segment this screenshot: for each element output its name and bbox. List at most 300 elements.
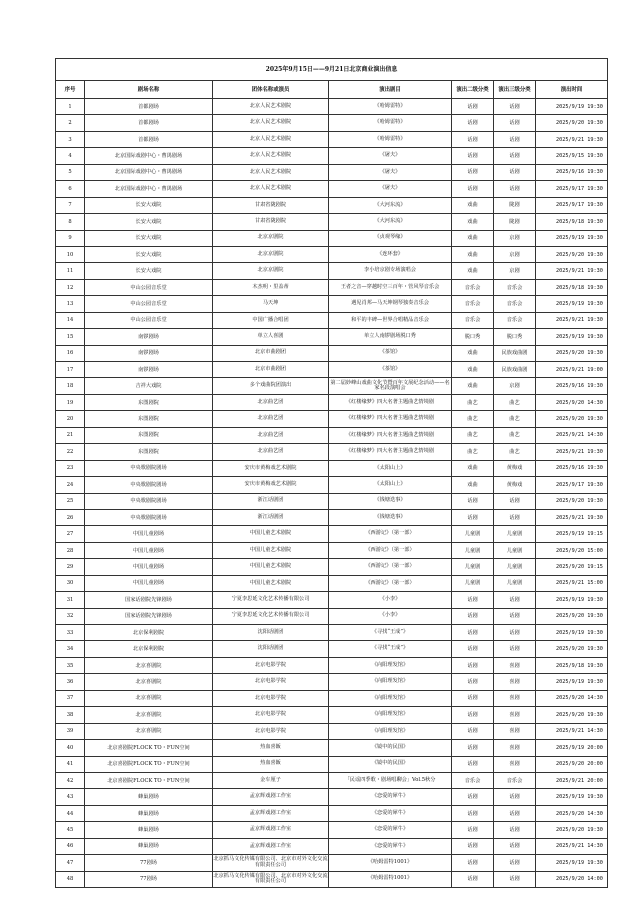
table-row bbox=[56, 756, 608, 772]
cell-program: 《连环套》 bbox=[329, 246, 452, 262]
table-row bbox=[56, 641, 608, 657]
cell-troupe: 北京京剧院 bbox=[213, 263, 329, 279]
cell-time: 2025/9/21 14:30 bbox=[536, 723, 608, 739]
cell-index: 33 bbox=[56, 625, 85, 641]
cell-category-2: 话剧 bbox=[452, 608, 494, 624]
cell-troupe: 甘肃省陇剧院 bbox=[213, 214, 329, 230]
cell-program: 《恋爱的犀牛》 bbox=[329, 838, 452, 854]
table-row bbox=[56, 855, 608, 871]
cell-category-2: 儿童剧 bbox=[452, 559, 494, 575]
cell-category-2: 音乐会 bbox=[452, 296, 494, 312]
cell-venue: 中山公园音乐堂 bbox=[85, 296, 213, 312]
cell-program: 《小李》 bbox=[329, 608, 452, 624]
cell-program: 《钱塘迭事》 bbox=[329, 493, 452, 509]
cell-venue: 吉祥大戏院 bbox=[85, 378, 213, 394]
cell-time: 2025/9/20 19:30 bbox=[536, 246, 608, 262]
cell-program: 《小李》 bbox=[329, 592, 452, 608]
cell-venue: 长安大戏院 bbox=[85, 230, 213, 246]
cell-time: 2025/9/21 20:00 bbox=[536, 772, 608, 788]
cell-category-3: 陇剧 bbox=[494, 214, 536, 230]
cell-category-3: 话剧 bbox=[494, 789, 536, 805]
cell-index: 36 bbox=[56, 674, 85, 690]
cell-venue: 北京喜剧院 bbox=[85, 674, 213, 690]
cell-category-2: 音乐会 bbox=[452, 772, 494, 788]
cell-index: 26 bbox=[56, 509, 85, 525]
cell-time: 2025/9/15 19:30 bbox=[536, 148, 608, 164]
cell-time: 2025/9/18 19:30 bbox=[536, 279, 608, 295]
cell-index: 32 bbox=[56, 608, 85, 624]
cell-time: 2025/9/18 19:30 bbox=[536, 214, 608, 230]
cell-time: 2025/9/17 19:30 bbox=[536, 181, 608, 197]
table-row bbox=[56, 477, 608, 493]
cell-troupe: 北京人民艺术剧院 bbox=[213, 181, 329, 197]
cell-index: 28 bbox=[56, 542, 85, 558]
cell-category-2: 戏曲 bbox=[452, 345, 494, 361]
cell-category-3: 话剧 bbox=[494, 99, 536, 115]
cell-troupe: 北京抓马文化传媒有限公司、北京市对外文化交流有限责任公司 bbox=[213, 871, 329, 887]
cell-program: 《向阳理发馆》 bbox=[329, 723, 452, 739]
cell-troupe: 北京京剧院 bbox=[213, 246, 329, 262]
cell-category-3: 音乐会 bbox=[494, 312, 536, 328]
cell-category-2: 话剧 bbox=[452, 164, 494, 180]
cell-index: 34 bbox=[56, 641, 85, 657]
cell-category-3: 儿童剧 bbox=[494, 575, 536, 591]
cell-troupe: 北京曲艺团 bbox=[213, 394, 329, 410]
cell-troupe: 热血喜飯 bbox=[213, 740, 329, 756]
cell-troupe: 单立人喜剧 bbox=[213, 329, 329, 345]
cell-program: 《西游记》（第一部） bbox=[329, 575, 452, 591]
cell-category-2: 曲艺 bbox=[452, 444, 494, 460]
cell-program: 《红楼缘梦》四大名著主题曲艺情境剧 bbox=[329, 411, 452, 427]
cell-venue: 长安大戏院 bbox=[85, 197, 213, 213]
cell-time: 2025/9/21 19:30 bbox=[536, 509, 608, 525]
cell-troupe: 北京人民艺术剧院 bbox=[213, 131, 329, 147]
header-program: 演出剧目 bbox=[329, 81, 452, 99]
cell-venue: 中央歌剧院剧场 bbox=[85, 477, 213, 493]
cell-troupe: 北京曲艺团 bbox=[213, 427, 329, 443]
cell-category-2: 戏曲 bbox=[452, 197, 494, 213]
cell-program: 《红楼缘梦》四大名著主题曲艺情境剧 bbox=[329, 444, 452, 460]
cell-venue: 南锣剧场 bbox=[85, 329, 213, 345]
table-row bbox=[56, 444, 608, 460]
cell-category-3: 音乐会 bbox=[494, 772, 536, 788]
cell-category-2: 曲艺 bbox=[452, 427, 494, 443]
cell-category-3: 话剧 bbox=[494, 641, 536, 657]
cell-troupe: 沈阳话剧团 bbox=[213, 625, 329, 641]
cell-program: 《屠夫》 bbox=[329, 181, 452, 197]
cell-troupe: 马天坤 bbox=[213, 296, 329, 312]
cell-category-3: 京剧 bbox=[494, 230, 536, 246]
cell-category-2: 戏曲 bbox=[452, 246, 494, 262]
cell-venue: 北京国际戏剧中心・曹禺剧场 bbox=[85, 148, 213, 164]
cell-program: 单立人南锣剧场脱口秀 bbox=[329, 329, 452, 345]
cell-program: 《向阳理发馆》 bbox=[329, 690, 452, 706]
table-row bbox=[56, 740, 608, 756]
cell-index: 19 bbox=[56, 394, 85, 410]
cell-category-2: 话剧 bbox=[452, 756, 494, 772]
cell-time: 2025/9/19 20:00 bbox=[536, 740, 608, 756]
cell-category-2: 话剧 bbox=[452, 740, 494, 756]
cell-time: 2025/9/20 14:30 bbox=[536, 690, 608, 706]
table-row bbox=[56, 559, 608, 575]
cell-category-3: 喜剧 bbox=[494, 674, 536, 690]
cell-troupe: 中国广播合唱团 bbox=[213, 312, 329, 328]
cell-index: 48 bbox=[56, 871, 85, 887]
cell-program: 《西游记》（第一部） bbox=[329, 526, 452, 542]
cell-category-3: 话剧 bbox=[494, 509, 536, 525]
cell-index: 15 bbox=[56, 329, 85, 345]
cell-program: 和平的丰碑—世界合唱精品音乐会 bbox=[329, 312, 452, 328]
header-index: 序号 bbox=[56, 81, 85, 99]
cell-index: 10 bbox=[56, 246, 85, 262]
cell-category-2: 话剧 bbox=[452, 838, 494, 854]
cell-time: 2025/9/19 19:30 bbox=[536, 674, 608, 690]
cell-time: 2025/9/20 19:30 bbox=[536, 641, 608, 657]
cell-index: 43 bbox=[56, 789, 85, 805]
cell-program: 《红楼缘梦》四大名著主题曲艺情境剧 bbox=[329, 394, 452, 410]
cell-venue: 77剧场 bbox=[85, 855, 213, 871]
cell-venue: 蜂巢剧场 bbox=[85, 789, 213, 805]
cell-index: 5 bbox=[56, 164, 85, 180]
table-row bbox=[56, 131, 608, 147]
cell-category-2: 话剧 bbox=[452, 674, 494, 690]
cell-troupe: 孟京辉戏剧工作室 bbox=[213, 789, 329, 805]
cell-troupe: 北京电影学院 bbox=[213, 707, 329, 723]
cell-index: 2 bbox=[56, 115, 85, 131]
table-row bbox=[56, 460, 608, 476]
cell-category-3: 音乐会 bbox=[494, 296, 536, 312]
cell-time: 2025/9/21 19:30 bbox=[536, 131, 608, 147]
cell-program: 《向阳理发馆》 bbox=[329, 707, 452, 723]
table-row bbox=[56, 493, 608, 509]
table-row bbox=[56, 427, 608, 443]
cell-troupe: 北京抓马文化传媒有限公司、北京市对外文化交流有限责任公司 bbox=[213, 855, 329, 871]
cell-index: 37 bbox=[56, 690, 85, 706]
cell-index: 13 bbox=[56, 296, 85, 312]
cell-category-3: 曲艺 bbox=[494, 394, 536, 410]
cell-time: 2025/9/17 19:30 bbox=[536, 197, 608, 213]
cell-venue: 77剧场 bbox=[85, 871, 213, 887]
cell-time: 2025/9/20 19:15 bbox=[536, 559, 608, 575]
cell-program: 《哈姆雷特1001》 bbox=[329, 871, 452, 887]
cell-category-3: 话剧 bbox=[494, 131, 536, 147]
cell-category-2: 话剧 bbox=[452, 641, 494, 657]
cell-venue: 北京保利剧院 bbox=[85, 625, 213, 641]
header-row bbox=[56, 81, 608, 99]
cell-venue: 国家话剧院先锋剧场 bbox=[85, 608, 213, 624]
cell-program: 《寻找“王成”》 bbox=[329, 625, 452, 641]
cell-troupe: 北京电影学院 bbox=[213, 657, 329, 673]
cell-category-2: 儿童剧 bbox=[452, 575, 494, 591]
cell-index: 11 bbox=[56, 263, 85, 279]
table-row bbox=[56, 148, 608, 164]
cell-time: 2025/9/20 20:00 bbox=[536, 756, 608, 772]
cell-index: 46 bbox=[56, 838, 85, 854]
cell-program: 《哈姆雷特》 bbox=[329, 99, 452, 115]
cell-category-2: 话剧 bbox=[452, 805, 494, 821]
cell-time: 2025/9/21 15:00 bbox=[536, 575, 608, 591]
cell-category-2: 戏曲 bbox=[452, 460, 494, 476]
cell-category-2: 脱口秀 bbox=[452, 329, 494, 345]
cell-venue: 东图剧院 bbox=[85, 394, 213, 410]
cell-venue: 首都剧场 bbox=[85, 131, 213, 147]
cell-troupe: 北京电影学院 bbox=[213, 723, 329, 739]
cell-troupe: 北京市曲剧团 bbox=[213, 345, 329, 361]
cell-category-3: 话剧 bbox=[494, 871, 536, 887]
cell-venue: 蜂巢剧场 bbox=[85, 822, 213, 838]
cell-category-3: 陇剧 bbox=[494, 197, 536, 213]
cell-time: 2025/9/21 19:30 bbox=[536, 444, 608, 460]
cell-venue: 北京喜剧院 bbox=[85, 707, 213, 723]
table-body bbox=[56, 99, 608, 888]
cell-category-2: 话剧 bbox=[452, 822, 494, 838]
cell-category-3: 话剧 bbox=[494, 592, 536, 608]
cell-index: 22 bbox=[56, 444, 85, 460]
cell-index: 8 bbox=[56, 214, 85, 230]
cell-category-2: 儿童剧 bbox=[452, 542, 494, 558]
cell-category-2: 话剧 bbox=[452, 592, 494, 608]
cell-troupe: 北京人民艺术剧院 bbox=[213, 115, 329, 131]
cell-category-3: 曲艺 bbox=[494, 444, 536, 460]
cell-category-3: 喜剧 bbox=[494, 756, 536, 772]
cell-category-3: 儿童剧 bbox=[494, 526, 536, 542]
cell-venue: 中央歌剧院剧场 bbox=[85, 509, 213, 525]
cell-time: 2025/9/19 19:15 bbox=[536, 526, 608, 542]
cell-category-3: 话剧 bbox=[494, 805, 536, 821]
cell-index: 18 bbox=[56, 378, 85, 394]
cell-troupe: 中国儿童艺术剧院 bbox=[213, 526, 329, 542]
cell-time: 2025/9/19 19:30 bbox=[536, 230, 608, 246]
cell-program: 《太阳山上》 bbox=[329, 460, 452, 476]
cell-category-3: 民族戏曲剧 bbox=[494, 362, 536, 378]
cell-venue: 北京喜剧院 bbox=[85, 690, 213, 706]
table-row bbox=[56, 279, 608, 295]
cell-index: 31 bbox=[56, 592, 85, 608]
cell-index: 16 bbox=[56, 345, 85, 361]
cell-troupe: 多个戏曲院团演出 bbox=[213, 378, 329, 394]
cell-category-3: 话剧 bbox=[494, 181, 536, 197]
cell-troupe: 北京人民艺术剧院 bbox=[213, 164, 329, 180]
cell-troupe: 北京人民艺术剧院 bbox=[213, 99, 329, 115]
cell-category-3: 话剧 bbox=[494, 855, 536, 871]
cell-venue: 北京喜剧院FLOCK TO・FUN空间 bbox=[85, 740, 213, 756]
cell-index: 25 bbox=[56, 493, 85, 509]
cell-program: 《向阳理发馆》 bbox=[329, 657, 452, 673]
table-row bbox=[56, 575, 608, 591]
cell-category-3: 黄梅戏 bbox=[494, 460, 536, 476]
cell-troupe: 沈阳话剧团 bbox=[213, 641, 329, 657]
cell-troupe: 安庆市黄梅戏艺术剧院 bbox=[213, 460, 329, 476]
table-row bbox=[56, 822, 608, 838]
cell-venue: 东图剧院 bbox=[85, 411, 213, 427]
cell-category-2: 戏曲 bbox=[452, 378, 494, 394]
cell-troupe: 北京人民艺术剧院 bbox=[213, 148, 329, 164]
cell-category-3: 儿童剧 bbox=[494, 559, 536, 575]
cell-index: 38 bbox=[56, 707, 85, 723]
cell-program: 《镜中的民国》 bbox=[329, 740, 452, 756]
cell-venue: 北京喜剧院 bbox=[85, 723, 213, 739]
table-row bbox=[56, 625, 608, 641]
cell-venue: 东图剧院 bbox=[85, 444, 213, 460]
cell-program: 《哈姆雷特》 bbox=[329, 131, 452, 147]
cell-program: 《红楼缘梦》四大名著主题曲艺情境剧 bbox=[329, 427, 452, 443]
cell-time: 2025/9/19 19:30 bbox=[536, 296, 608, 312]
table-row bbox=[56, 115, 608, 131]
cell-troupe: 孟京辉戏剧工作室 bbox=[213, 822, 329, 838]
cell-program: 《寻找“王成”》 bbox=[329, 641, 452, 657]
table-row bbox=[56, 772, 608, 788]
cell-category-2: 音乐会 bbox=[452, 279, 494, 295]
table-row bbox=[56, 674, 608, 690]
cell-category-3: 京剧 bbox=[494, 263, 536, 279]
cell-program: 《哈姆雷特1001》 bbox=[329, 855, 452, 871]
table-row bbox=[56, 707, 608, 723]
cell-category-3: 曲艺 bbox=[494, 411, 536, 427]
header-time: 演出时间 bbox=[536, 81, 608, 99]
table-row bbox=[56, 378, 608, 394]
table-row bbox=[56, 362, 608, 378]
table-row bbox=[56, 230, 608, 246]
table-row bbox=[56, 608, 608, 624]
cell-category-3: 话剧 bbox=[494, 608, 536, 624]
cell-venue: 北京国际戏剧中心・曹禺剧场 bbox=[85, 181, 213, 197]
table-row bbox=[56, 690, 608, 706]
cell-category-3: 京剧 bbox=[494, 246, 536, 262]
cell-troupe: 北京京剧院 bbox=[213, 230, 329, 246]
cell-venue: 中国儿童剧场 bbox=[85, 575, 213, 591]
cell-time: 2025/9/19 19:30 bbox=[536, 625, 608, 641]
table-row bbox=[56, 296, 608, 312]
cell-troupe: 宁夏李思延文化艺术传播有限公司 bbox=[213, 608, 329, 624]
performance-table bbox=[55, 58, 608, 888]
table-row bbox=[56, 871, 608, 887]
cell-venue: 中国儿童剧场 bbox=[85, 559, 213, 575]
cell-index: 3 bbox=[56, 131, 85, 147]
cell-category-2: 话剧 bbox=[452, 493, 494, 509]
table-row bbox=[56, 197, 608, 213]
cell-venue: 首都剧场 bbox=[85, 99, 213, 115]
cell-program: 《恋爱的犀牛》 bbox=[329, 805, 452, 821]
table-title: 2025年9月15日——9月21日北京商业演出信息 bbox=[56, 59, 608, 81]
cell-category-2: 戏曲 bbox=[452, 362, 494, 378]
cell-index: 7 bbox=[56, 197, 85, 213]
cell-category-2: 话剧 bbox=[452, 723, 494, 739]
cell-venue: 南锣剧场 bbox=[85, 362, 213, 378]
table-row bbox=[56, 526, 608, 542]
header-category-2: 演出二级分类 bbox=[452, 81, 494, 99]
cell-time: 2025/9/19 19:30 bbox=[536, 789, 608, 805]
cell-venue: 北京国际戏剧中心・曹禺剧场 bbox=[85, 164, 213, 180]
cell-index: 1 bbox=[56, 99, 85, 115]
table-row bbox=[56, 345, 608, 361]
table-row bbox=[56, 263, 608, 279]
cell-venue: 中山公园音乐堂 bbox=[85, 312, 213, 328]
cell-category-3: 话剧 bbox=[494, 493, 536, 509]
cell-program: 《西游记》（第一部） bbox=[329, 542, 452, 558]
cell-time: 2025/9/20 19:30 bbox=[536, 608, 608, 624]
cell-troupe: 安庆市黄梅戏艺术剧院 bbox=[213, 477, 329, 493]
cell-category-2: 儿童剧 bbox=[452, 526, 494, 542]
cell-index: 27 bbox=[56, 526, 85, 542]
cell-program: 《恋爱的犀牛》 bbox=[329, 789, 452, 805]
cell-time: 2025/9/20 14:30 bbox=[536, 394, 608, 410]
cell-category-2: 曲艺 bbox=[452, 394, 494, 410]
cell-time: 2025/9/16 19:30 bbox=[536, 460, 608, 476]
cell-time: 2025/9/16 19:30 bbox=[536, 378, 608, 394]
table-row bbox=[56, 99, 608, 115]
table-row bbox=[56, 509, 608, 525]
cell-category-3: 喜剧 bbox=[494, 657, 536, 673]
cell-category-2: 话剧 bbox=[452, 707, 494, 723]
cell-program: 《茶馆》 bbox=[329, 345, 452, 361]
cell-index: 17 bbox=[56, 362, 85, 378]
table-row bbox=[56, 789, 608, 805]
cell-venue: 中国儿童剧场 bbox=[85, 542, 213, 558]
cell-time: 2025/9/19 19:30 bbox=[536, 855, 608, 871]
cell-category-2: 话剧 bbox=[452, 855, 494, 871]
cell-category-3: 京剧 bbox=[494, 378, 536, 394]
table-row bbox=[56, 246, 608, 262]
cell-troupe: 北京市曲剧团 bbox=[213, 362, 329, 378]
cell-category-3: 话剧 bbox=[494, 164, 536, 180]
cell-time: 2025/9/20 19:30 bbox=[536, 822, 608, 838]
cell-index: 30 bbox=[56, 575, 85, 591]
cell-category-3: 喜剧 bbox=[494, 740, 536, 756]
cell-index: 44 bbox=[56, 805, 85, 821]
cell-category-3: 话剧 bbox=[494, 148, 536, 164]
cell-index: 23 bbox=[56, 460, 85, 476]
cell-index: 40 bbox=[56, 740, 85, 756]
cell-time: 2025/9/21 14:30 bbox=[536, 838, 608, 854]
cell-venue: 蜂巢剧场 bbox=[85, 838, 213, 854]
cell-category-2: 话剧 bbox=[452, 625, 494, 641]
cell-program: 《大河东流》 bbox=[329, 197, 452, 213]
cell-category-3: 话剧 bbox=[494, 822, 536, 838]
cell-index: 4 bbox=[56, 148, 85, 164]
cell-time: 2025/9/18 19:30 bbox=[536, 657, 608, 673]
cell-category-2: 话剧 bbox=[452, 115, 494, 131]
cell-program: 《西游记》（第一部） bbox=[329, 559, 452, 575]
cell-index: 6 bbox=[56, 181, 85, 197]
cell-category-2: 戏曲 bbox=[452, 230, 494, 246]
cell-category-3: 喜剧 bbox=[494, 690, 536, 706]
cell-category-3: 话剧 bbox=[494, 625, 536, 641]
cell-category-3: 喜剧 bbox=[494, 707, 536, 723]
cell-category-2: 话剧 bbox=[452, 690, 494, 706]
cell-venue: 长安大戏院 bbox=[85, 263, 213, 279]
cell-troupe: 宁夏李思延文化艺术传播有限公司 bbox=[213, 592, 329, 608]
cell-category-3: 脱口秀 bbox=[494, 329, 536, 345]
cell-troupe: 北京电影学院 bbox=[213, 674, 329, 690]
cell-time: 2025/9/20 19:30 bbox=[536, 345, 608, 361]
header-venue: 剧场名称 bbox=[85, 81, 213, 99]
table-row bbox=[56, 214, 608, 230]
cell-program: 《镜中的民国》 bbox=[329, 756, 452, 772]
cell-troupe: 木杰明・里盖蒂 bbox=[213, 279, 329, 295]
cell-index: 42 bbox=[56, 772, 85, 788]
cell-category-2: 话剧 bbox=[452, 509, 494, 525]
cell-index: 12 bbox=[56, 279, 85, 295]
cell-troupe: 浙江话剧团 bbox=[213, 509, 329, 525]
header-troupe: 团体名称或演员 bbox=[213, 81, 329, 99]
cell-time: 2025/9/20 14:30 bbox=[536, 805, 608, 821]
cell-index: 29 bbox=[56, 559, 85, 575]
cell-time: 2025/9/20 14:00 bbox=[536, 871, 608, 887]
cell-time: 2025/9/20 19:30 bbox=[536, 115, 608, 131]
cell-troupe: 孟京辉戏剧工作室 bbox=[213, 805, 329, 821]
table-row bbox=[56, 329, 608, 345]
cell-troupe: 中国儿童艺术剧院 bbox=[213, 575, 329, 591]
